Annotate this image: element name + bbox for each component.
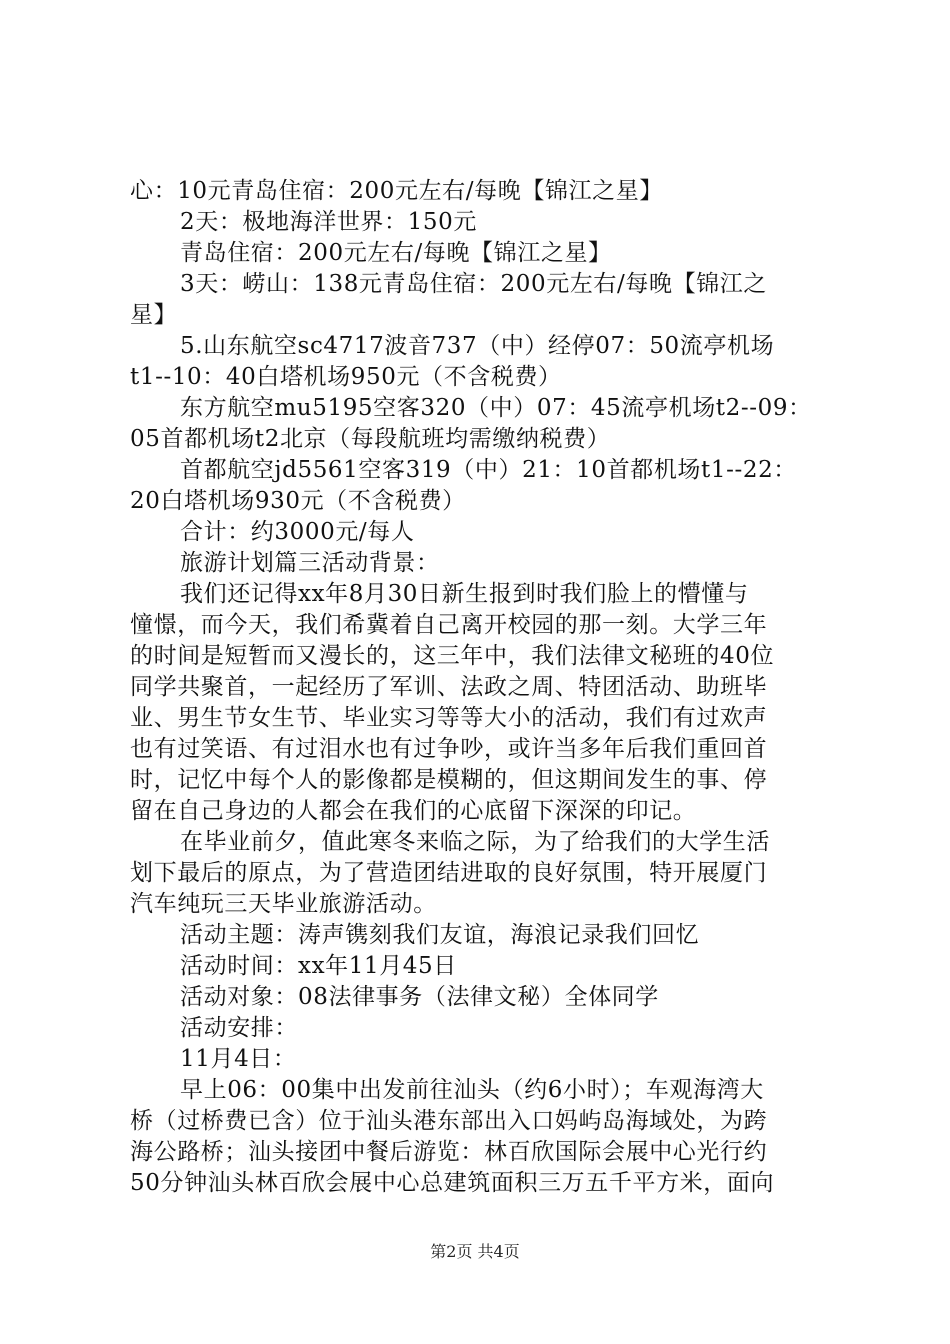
text-line: 桥（过桥费已含）位于汕头港东部出入口妈屿岛海域处，为跨	[130, 1108, 768, 1134]
text-line: 3天：崂山：138元青岛住宿：200元左右/每晚【锦江之	[180, 271, 767, 297]
text-line: 海公路桥；汕头接团中餐后游览：林百欣国际会展中心光行约	[130, 1139, 768, 1165]
text-line: 合计：约3000元/每人	[180, 519, 415, 545]
text-line: 05首都机场t2北京（每段航班均需缴纳税费）	[130, 426, 611, 452]
text-line: 在毕业前夕，值此寒冬来临之际，为了给我们的大学生活	[180, 829, 770, 855]
text-line: 留在自己身边的人都会在我们的心底留下深深的印记。	[130, 798, 697, 824]
text-line: 50分钟汕头林百欣会展中心总建筑面积三万五千平方米，面向	[130, 1170, 775, 1196]
text-line: 2天：极地海洋世界：150元	[180, 209, 477, 235]
text-line: 5.山东航空sc4717波音737（中）经停07：50流亭机场	[180, 333, 775, 359]
page-number: 第2页 共4页	[430, 1242, 520, 1261]
text-line: 划下最后的原点，为了营造团结进取的良好氛围，特开展厦门	[130, 860, 768, 886]
text-line: 旅游计划篇三活动背景：	[180, 550, 440, 576]
text-line: 早上06：00集中出发前往汕头（约6小时）；车观海湾大	[180, 1077, 764, 1103]
text-line: t1--10：40白塔机场950元（不含税费）	[130, 364, 562, 390]
text-line: 活动安排：	[180, 1015, 298, 1041]
text-line: 汽车纯玩三天毕业旅游活动。	[130, 891, 437, 917]
text-line: 星】	[130, 302, 178, 328]
text-line: 业、男生节女生节、毕业实习等等大小的活动，我们有过欢声	[130, 705, 768, 731]
text-line: 活动对象：08法律事务（法律文秘）全体同学	[180, 984, 659, 1010]
text-line: 时，记忆中每个人的影像都是模糊的，但这期间发生的事、停	[130, 767, 768, 793]
text-line: 20白塔机场930元（不含税费）	[130, 488, 466, 514]
text-line: 憧憬，而今天，我们希冀着自己离开校园的那一刻。大学三年	[130, 612, 768, 638]
text-line: 活动主题：涛声镌刻我们友谊，海浪记录我们回忆	[180, 922, 700, 948]
text-line: 东方航空mu5195空客320（中）07：45流亭机场t2--09：	[180, 395, 812, 421]
text-line: 我们还记得xx年8月30日新生报到时我们脸上的懵懂与	[180, 581, 749, 607]
text-line: 活动时间：xx年11月45日	[180, 953, 457, 979]
text-line: 青岛住宿：200元左右/每晚【锦江之星】	[180, 240, 612, 266]
text-line: 的时间是短暂而又漫长的，这三年中，我们法律文秘班的40位	[130, 643, 775, 669]
text-line: 11月4日：	[180, 1046, 297, 1072]
text-line: 也有过笑语、有过泪水也有过争吵，或许当多年后我们重回首	[130, 736, 768, 762]
text-line: 首都航空jd5561空客319（中）21：10首都机场t1--22：	[180, 457, 797, 483]
text-line: 同学共聚首，一起经历了军训、法政之周、特团活动、助班毕	[130, 674, 768, 700]
text-line: 心：10元青岛住宿：200元左右/每晚【锦江之星】	[130, 178, 663, 204]
